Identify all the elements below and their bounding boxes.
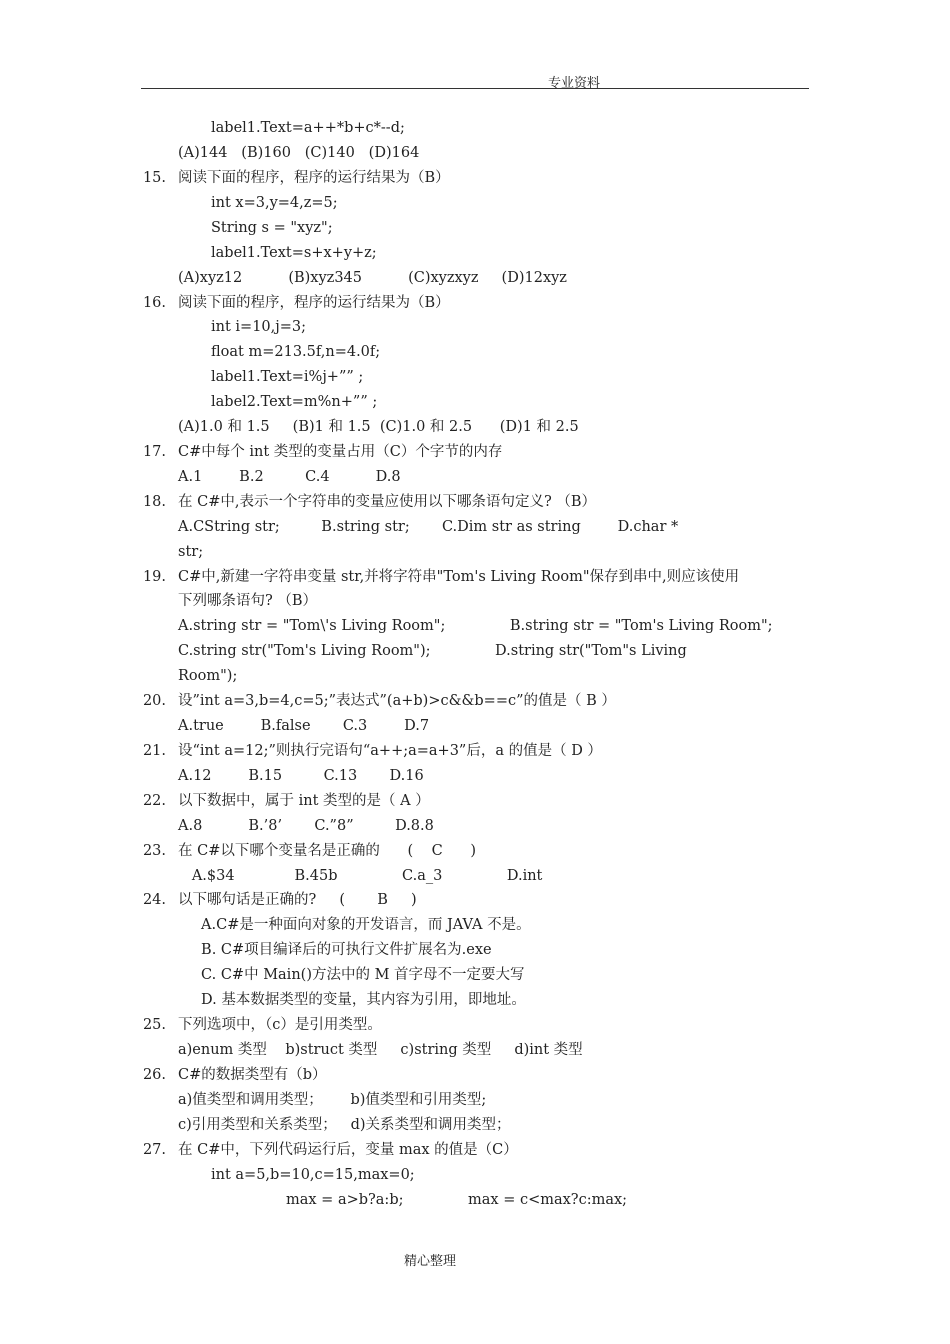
text-line: int x=3,y=4,z=5; bbox=[211, 195, 338, 211]
text-line: String s = "xyz"; bbox=[211, 220, 333, 236]
question-number: 20. bbox=[142, 693, 166, 709]
text-line: label1.Text=a++*b+c*--d; bbox=[211, 120, 405, 136]
question-number: 21. bbox=[142, 743, 166, 759]
question-text: 下列选项中，（c）是引用类型。 bbox=[178, 1017, 382, 1033]
question-text: 在 C#以下哪个变量名是正确的 ( C ) bbox=[178, 843, 477, 859]
question-number: 24. bbox=[142, 892, 166, 908]
text-line: (A)1.0 和 1.5 (B)1 和 1.5 (C)1.0 和 2.5 (D)1 和 2.5 bbox=[178, 419, 579, 435]
question-number: 23. bbox=[142, 843, 166, 859]
text-line: Room"); bbox=[178, 668, 238, 684]
text-line: A.12 B.15 C.13 D.16 bbox=[178, 768, 424, 784]
text-line: A.8 B.’8’ C.”8” D.8.8 bbox=[178, 818, 434, 834]
page-header: 专业资料 bbox=[548, 76, 601, 91]
text-line: int i=10,j=3; bbox=[211, 319, 307, 335]
question-text: 以下数据中，属于 int 类型的是（ A ） bbox=[178, 793, 430, 809]
text-line: int a=5,b=10,c=15,max=0; bbox=[211, 1167, 415, 1183]
text-line: (A)xyz12 (B)xyz345 (C)xyzxyz (D)12xyz bbox=[178, 270, 567, 286]
text-line: A.CString str; B.string str; C.Dim str as string D.char * bbox=[178, 519, 679, 535]
question-number: 27. bbox=[142, 1142, 166, 1158]
question-text: 阅读下面的程序，程序的运行结果为（B） bbox=[178, 295, 450, 311]
text-line: str; bbox=[178, 544, 204, 560]
text-line: label1.Text=i%j+”” ; bbox=[211, 369, 364, 385]
question-text: 在 C#中,表示一个字符串的变量应使用以下哪条语句定义? （B） bbox=[178, 494, 596, 510]
question-text: 设”int a=3,b=4,c=5;”表达式”(a+b)>c&&b==c”的值是（ B ） bbox=[178, 693, 616, 709]
question-number: 19. bbox=[142, 569, 166, 585]
text-line: a)enum 类型 b)struct 类型 c)string 类型 d)int 类型 bbox=[178, 1042, 583, 1058]
text-line: A.C#是一种面向对象的开发语言，而 JAVA 不是。 bbox=[178, 917, 531, 933]
question-text: 设“int a=12;”则执行完语句“a++;a=a+3”后，a 的值是（ D ） bbox=[178, 743, 602, 759]
text-line: B. C#项目编译后的可执行文件扩展名为.exe bbox=[178, 942, 492, 958]
text-line: A.$34 B.45b C.a_3 D.int bbox=[178, 868, 543, 884]
text-line: a)值类型和调用类型； b)值类型和引用类型; bbox=[178, 1092, 487, 1108]
text-line: A.true B.false C.3 D.7 bbox=[178, 718, 430, 734]
question-number: 26. bbox=[142, 1067, 166, 1083]
question-number: 18. bbox=[142, 494, 166, 510]
question-text: C#的数据类型有（b） bbox=[178, 1067, 327, 1083]
question-number: 16. bbox=[142, 295, 166, 311]
text-line: label2.Text=m%n+”” ; bbox=[211, 394, 378, 410]
text-line: label1.Text=s+x+y+z; bbox=[211, 245, 377, 261]
question-text: C#中每个 int 类型的变量占用（C）个字节的内存 bbox=[178, 444, 503, 460]
question-text: C#中,新建一字符串变量 str,并将字符串"Tom's Living Room"保存到串中,则应该使用 bbox=[178, 569, 740, 585]
header-rule bbox=[141, 88, 809, 89]
text-line: A.1 B.2 C.4 D.8 bbox=[178, 469, 401, 485]
question-text: 以下哪句话是正确的? ( B ) bbox=[178, 892, 417, 908]
question-number: 15. bbox=[142, 170, 166, 186]
text-line: A.string str = "Tom\'s Living Room"; B.string str = "Tom's Living Room"; bbox=[178, 618, 773, 634]
text-line: max = a>b?a:b; max = c<max?c:max; bbox=[286, 1192, 628, 1208]
question-number: 22. bbox=[142, 793, 166, 809]
text-line: 下列哪条语句? （B） bbox=[178, 593, 318, 609]
text-line: D. 基本数据类型的变量，其内容为引用，即地址。 bbox=[178, 992, 526, 1008]
question-number: 25. bbox=[142, 1017, 166, 1033]
page-footer: 精心整理 bbox=[404, 1254, 457, 1269]
text-line: float m=213.5f,n=4.0f; bbox=[211, 344, 381, 360]
text-line: c)引用类型和关系类型； d)关系类型和调用类型； bbox=[178, 1117, 511, 1133]
question-number: 17. bbox=[142, 444, 166, 460]
text-line: (A)144 (B)160 (C)140 (D)164 bbox=[178, 145, 420, 161]
question-text: 在 C#中，下列代码运行后，变量 max 的值是（C） bbox=[178, 1142, 518, 1158]
text-line: C.string str("Tom's Living Room"); D.string str("Tom"s Living bbox=[178, 643, 687, 659]
question-text: 阅读下面的程序，程序的运行结果为（B） bbox=[178, 170, 450, 186]
text-line: C. C#中 Main()方法中的 M 首字母不一定要大写 bbox=[178, 967, 525, 983]
